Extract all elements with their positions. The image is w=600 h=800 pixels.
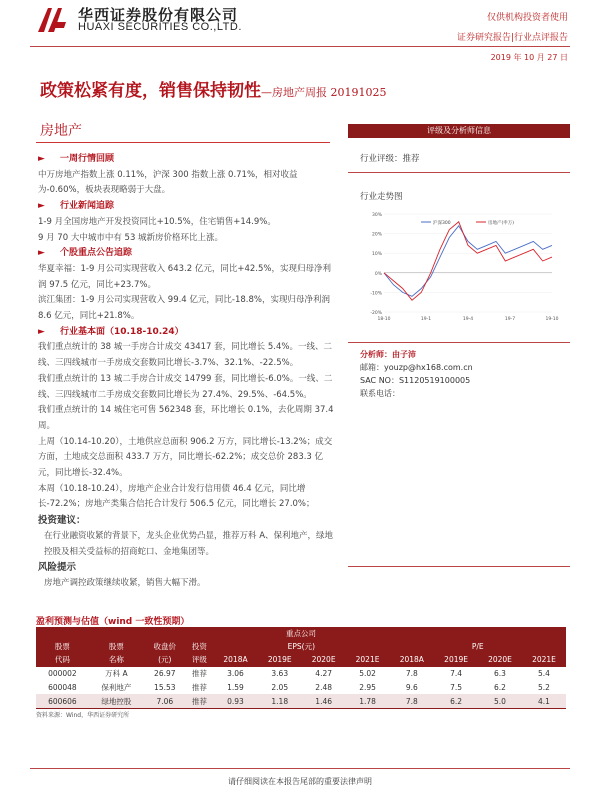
- y-tick-label: 30%: [371, 213, 382, 218]
- table-row: 600606 绿地控股 7.06 推荐 0.93 1.18 1.46 1.78 7.8 6.2 5.0 4.1: [36, 694, 566, 708]
- analyst-info: 分析师：由子沛 邮箱：youzp@hx168.com.cn SAC NO：S1120519100005 联系电话：: [360, 350, 473, 398]
- series-line-0: [384, 226, 552, 296]
- section-weekly-review: ► 一周行情回顾: [38, 154, 115, 164]
- section-fundamentals: ► 行业基本面（10.18-10.24）: [38, 326, 184, 337]
- analyst-phone: 联系电话：: [360, 389, 400, 398]
- report-type: 证券研究报告|行业点评报告: [456, 33, 568, 43]
- company-name-cn: 华西证券股份有限公司: [78, 6, 239, 24]
- x-tick-label: 18-10: [377, 317, 391, 322]
- company-logo: [34, 4, 68, 36]
- x-tick-label: 19-4: [462, 317, 474, 322]
- table-bottom-rule: [36, 708, 566, 709]
- trend-chart-title: 行业走势图: [360, 192, 403, 202]
- table-source: 资料来源：Wind，华西证券研究所: [36, 712, 130, 719]
- industry-news-1: 1-9 月全国房地产开发投资同比+10.5%，住宅销售+14.9%。: [38, 216, 276, 227]
- fundamentals-2: 我们重点统计的 13 城二手房合计成交 14799 套，同比增长-6.0%。一线、二线、三四线城市二手房成交套数同比增长为 27.4%、29.5%、-64.5%。: [38, 373, 333, 400]
- footer-divider: [30, 768, 570, 769]
- sector-label: 房地产: [40, 123, 82, 139]
- rating-value: 推荐: [402, 154, 420, 164]
- y-tick-label: -10%: [370, 291, 382, 297]
- table-group-label: 重点公司: [286, 629, 316, 638]
- y-tick-label: 0%: [374, 271, 382, 277]
- x-tick-label: 19-1: [420, 317, 432, 322]
- fundamentals-1: 我们重点统计的 38 城一手房合计成交 43417 套，同比增长 5.4%。一线、二线、三四线城市一手房成交套数同比增长-3.7%、32.1%、-22.5%。: [38, 342, 332, 369]
- analyst-email[interactable]: youzp@hx168.com.cn: [384, 363, 473, 372]
- title-sub: —房地产周报 20191025: [261, 86, 387, 99]
- sector-divider: [36, 142, 330, 143]
- table-header-row-2: 股票 股票 收盘价 投资 EPS(元) P/E: [36, 640, 566, 653]
- eps-header: EPS(元): [287, 642, 316, 651]
- table-header-row-1: [36, 627, 566, 640]
- section-company-announcements: ► 个股重点公告追踪: [38, 248, 133, 259]
- company-name-en: HUAXI SECURITIES CO.,LTD.: [78, 21, 242, 33]
- panel-divider-3: [348, 566, 570, 567]
- panel-divider: [348, 172, 570, 173]
- industry-news-2: 9 月 70 大中城市中有 53 城新房价格环比上涨。: [38, 232, 224, 243]
- industry-rating: 行业评级：推荐: [360, 154, 420, 164]
- report-body: [38, 152, 334, 592]
- legal-notice: 请仔细阅读在本报告尾部的重要法律声明: [228, 777, 372, 786]
- trend-chart: [366, 206, 562, 330]
- risk-heading: 风险提示: [38, 562, 77, 574]
- table-header-row-3: 代码 名称 (元) 评级 2018A 2019E 2020E 2021E 2018A 2019E 2020E 2021E: [54, 655, 556, 664]
- forecast-table: [36, 627, 566, 708]
- pe-header: P/E: [471, 642, 484, 651]
- title-main: 政策松紧有度，销售保持韧性: [40, 81, 261, 101]
- analyst-sac: S1120519100005: [398, 376, 471, 385]
- fundamentals-4: 上周（10.14-10.20），土地供应总面积 906.2 万方，同比增长-13.2%；成交方面，土地成交总面积 433.7 万方，同比增长-62.2%；成交总价 283.3 亿元，同比增长-32.4%。: [38, 436, 333, 479]
- weekly-review-text: 中万房地产指数上涨 0.11%，沪深 300 指数上涨 0.71%，相对收益为-0.60%，板块表现略弱于大盘。: [38, 169, 298, 196]
- analyst-name: 由子沛: [392, 350, 416, 359]
- investment-advice-heading: 投资建议：: [38, 515, 86, 527]
- fundamentals-3: 我们重点统计的 14 城住宅可售 562348 套，环比增长 0.1%，去化周期 37.4 周。: [38, 405, 334, 431]
- trend-chart-svg: [366, 206, 562, 330]
- x-tick-label: 19-10: [545, 317, 559, 322]
- announcement-1: 华夏幸福：1-9 月公司实现营收入 643.2 亿元，同比+42.5%，实现归母净利润 97.5 亿元，同比+23.7%。: [38, 263, 331, 290]
- y-tick-label: 20%: [371, 232, 382, 238]
- y-tick-label: -20%: [370, 311, 382, 316]
- legend-label: 房地产(申万): [488, 221, 515, 226]
- investment-advice-text: 在行业融资收紧的背景下，龙头企业优势凸显，推荐万科 A、保利地产，绿地控股及相关受益标的招商蛇口、金地集团等。: [44, 530, 334, 557]
- report-title: [40, 76, 387, 101]
- panel-divider-2: [348, 342, 570, 343]
- forecast-table-title: 盈利预测与估值（wind 一致性预期）: [36, 617, 190, 627]
- table-row: 000002 万科 A 26.97 推荐 3.06 3.63 4.27 5.02 7.8 7.4 6.3 5.4: [48, 668, 550, 678]
- header-divider: [30, 46, 570, 47]
- x-tick-label: 19-7: [504, 317, 516, 322]
- section-industry-news: ► 行业新闻追踪: [38, 201, 115, 212]
- announcement-2: 滨江集团：1-9 月公司实现营收入 99.4 亿元，同比-18.8%，实现归母净利润 8.6 亿元，同比+21.8%。: [38, 295, 330, 322]
- table-row: 600048 保利地产 15.53 推荐 1.59 2.05 2.48 2.95 9.6 7.5 6.2 5.2: [48, 682, 550, 692]
- risk-text: 房地产调控政策继续收紧，销售大幅下滑。: [44, 577, 206, 588]
- legend-label: 沪深300: [433, 221, 451, 226]
- rating-box-title: 评级及分析师信息: [348, 124, 570, 138]
- fundamentals-5: 本周（10.18-10.24），房地产企业合计发行信用债 46.4 亿元，同比增长-72.2%；房地产类集合信托合计发行 506.5 亿元，同比增长 27.0%；: [38, 483, 315, 510]
- report-date: 2019 年 10 月 27 日: [490, 53, 568, 62]
- audience-note: 仅供机构投资者使用: [486, 13, 568, 23]
- y-tick-label: 10%: [371, 252, 382, 258]
